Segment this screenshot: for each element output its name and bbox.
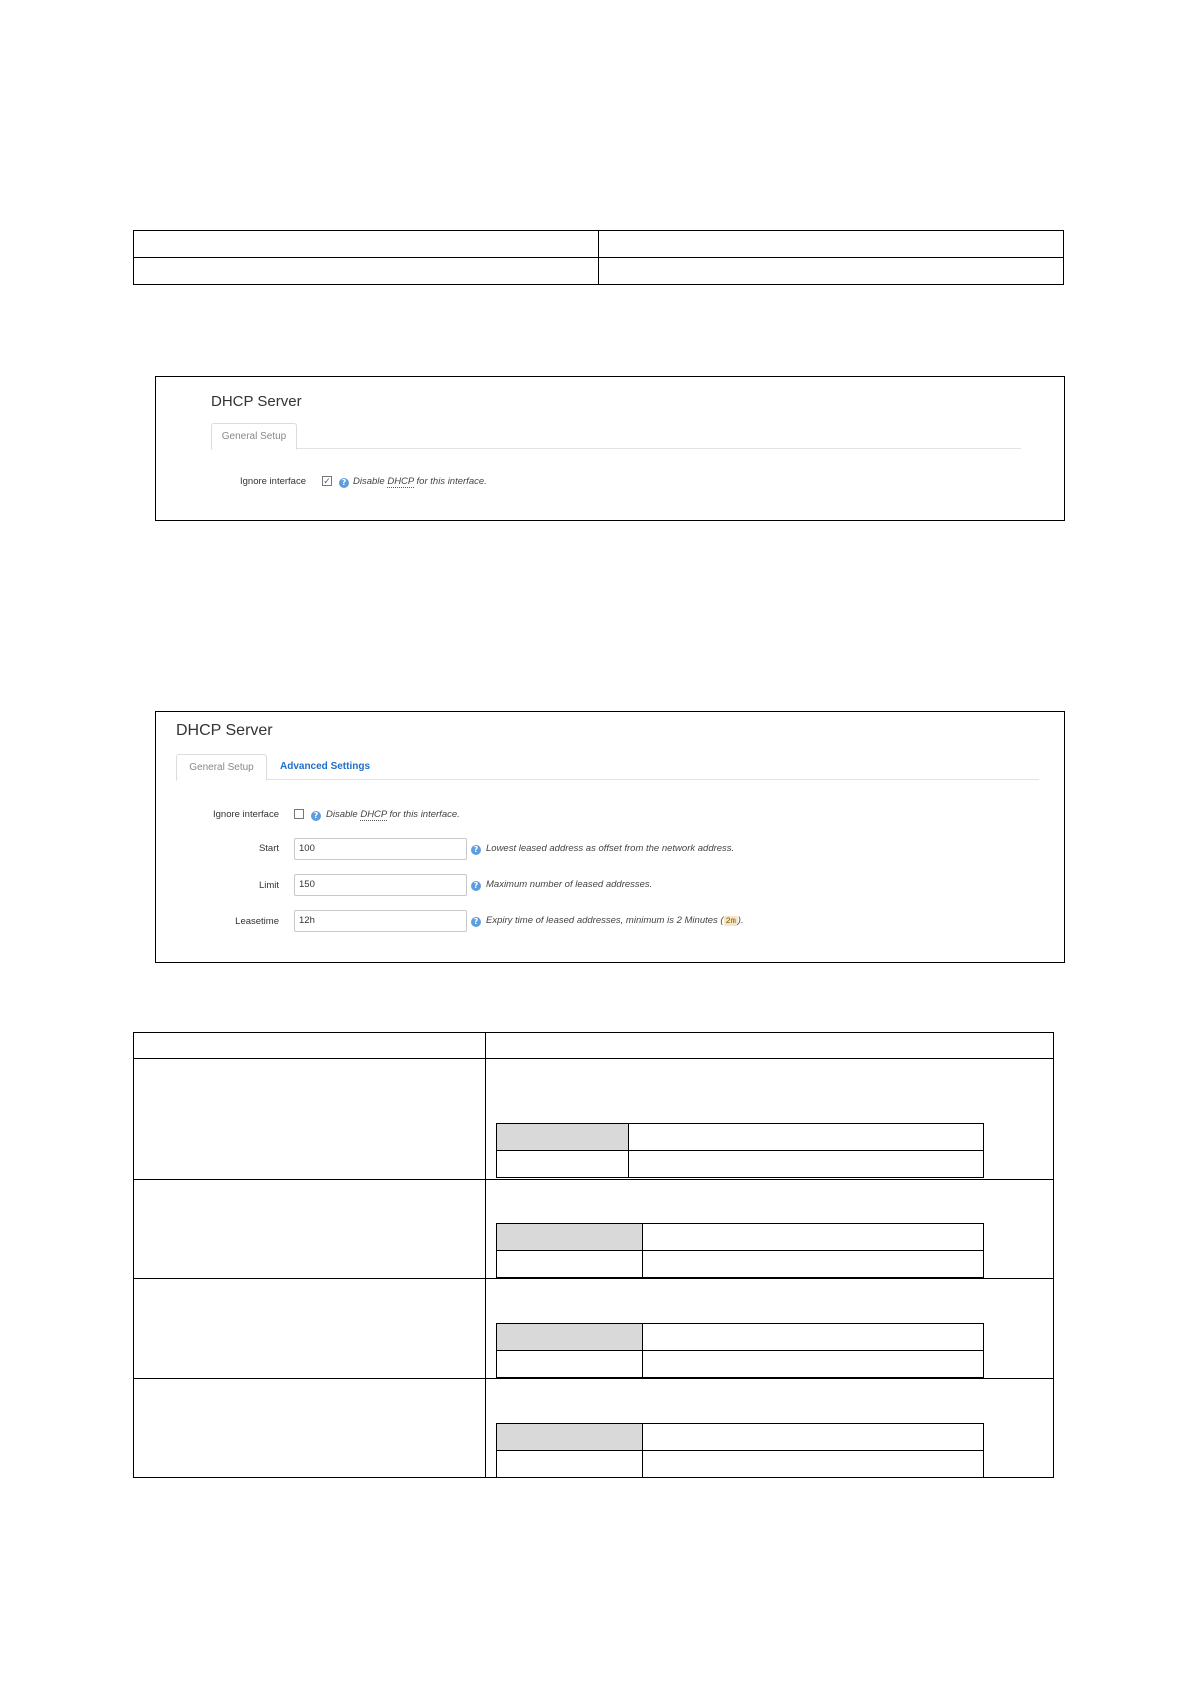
- table-cell: [497, 1324, 643, 1351]
- limit-input[interactable]: 150: [294, 874, 467, 896]
- hint-text: for this interface.: [416, 476, 487, 487]
- table-cell: [643, 1324, 984, 1351]
- table-cell: [497, 1451, 643, 1478]
- table-cell: [629, 1151, 984, 1178]
- help-icon: ?: [471, 881, 481, 891]
- help-icon: ?: [339, 478, 349, 488]
- hint-post: ).: [737, 915, 744, 926]
- tab-general-setup[interactable]: General Setup: [176, 754, 267, 781]
- help-icon: ?: [311, 811, 321, 821]
- table-cell: [497, 1351, 643, 1378]
- table-cell: [599, 231, 1064, 258]
- table-cell: [629, 1124, 984, 1151]
- top-table: [133, 230, 1064, 285]
- start-input[interactable]: 100: [294, 838, 467, 860]
- ignore-interface-checkbox[interactable]: [294, 809, 304, 819]
- tab-bar: [176, 754, 1039, 780]
- panel-title: DHCP Server: [176, 722, 273, 739]
- hint-code: 2m: [725, 916, 736, 926]
- start-hint: Lowest leased address as offset from the network address.: [486, 843, 735, 854]
- limit-label: Limit: [258, 880, 279, 891]
- hint-pre: Expiry time of leased addresses, minimum is 2 Minutes (: [486, 915, 724, 926]
- nested-table: [496, 1223, 984, 1278]
- ignore-interface-label: Ignore interface: [239, 476, 306, 487]
- help-icon: ?: [471, 845, 481, 855]
- panel-title: DHCP Server: [211, 393, 302, 410]
- hint-abbr: DHCP: [387, 476, 414, 487]
- table-cell: [643, 1424, 984, 1451]
- hint-pre: Disable: [353, 476, 385, 487]
- dhcp-server-panel-1: [155, 376, 1065, 521]
- table-cell: [497, 1124, 629, 1151]
- table-cell: [497, 1151, 629, 1178]
- row-separator: [134, 1378, 1053, 1379]
- table-cell: [497, 1224, 643, 1251]
- row-separator: [134, 1278, 1053, 1279]
- table-cell: [643, 1251, 984, 1278]
- limit-hint: Maximum number of leased addresses.: [486, 879, 653, 890]
- hint-pre: Disable: [326, 809, 358, 820]
- table-cell: [497, 1424, 643, 1451]
- ignore-interface-hint: [353, 476, 487, 487]
- hint-abbr: DHCP: [360, 809, 387, 820]
- table-cell: [497, 1251, 643, 1278]
- table-cell: [599, 258, 1064, 285]
- table-cell: [134, 231, 599, 258]
- table-cell: [643, 1451, 984, 1478]
- dhcp-server-panel-2: [155, 711, 1065, 963]
- tab-general-setup[interactable]: General Setup: [211, 423, 297, 450]
- tab-bar: [211, 423, 1021, 449]
- leasetime-input[interactable]: 12h: [294, 910, 467, 932]
- leasetime-label: Leasetime: [235, 916, 279, 927]
- row-separator: [134, 1179, 1053, 1180]
- leasetime-hint: [486, 915, 744, 926]
- table-cell: [134, 258, 599, 285]
- nested-table: [496, 1323, 984, 1378]
- ignore-interface-hint: [326, 809, 460, 820]
- tab-advanced-settings[interactable]: Advanced Settings: [280, 761, 371, 772]
- table-cell: [643, 1224, 984, 1251]
- header-row: [134, 1033, 1053, 1059]
- table-cell: [643, 1351, 984, 1378]
- ignore-interface-label: Ignore interface: [212, 809, 279, 820]
- start-label: Start: [258, 843, 279, 854]
- parameter-table: [133, 1032, 1054, 1478]
- nested-table: [496, 1423, 984, 1478]
- ignore-interface-checkbox[interactable]: ✓: [323, 476, 331, 486]
- hint-text: for this interface.: [389, 809, 460, 820]
- help-icon: ?: [471, 917, 481, 927]
- column-divider: [485, 1033, 486, 1477]
- nested-table: [496, 1123, 984, 1178]
